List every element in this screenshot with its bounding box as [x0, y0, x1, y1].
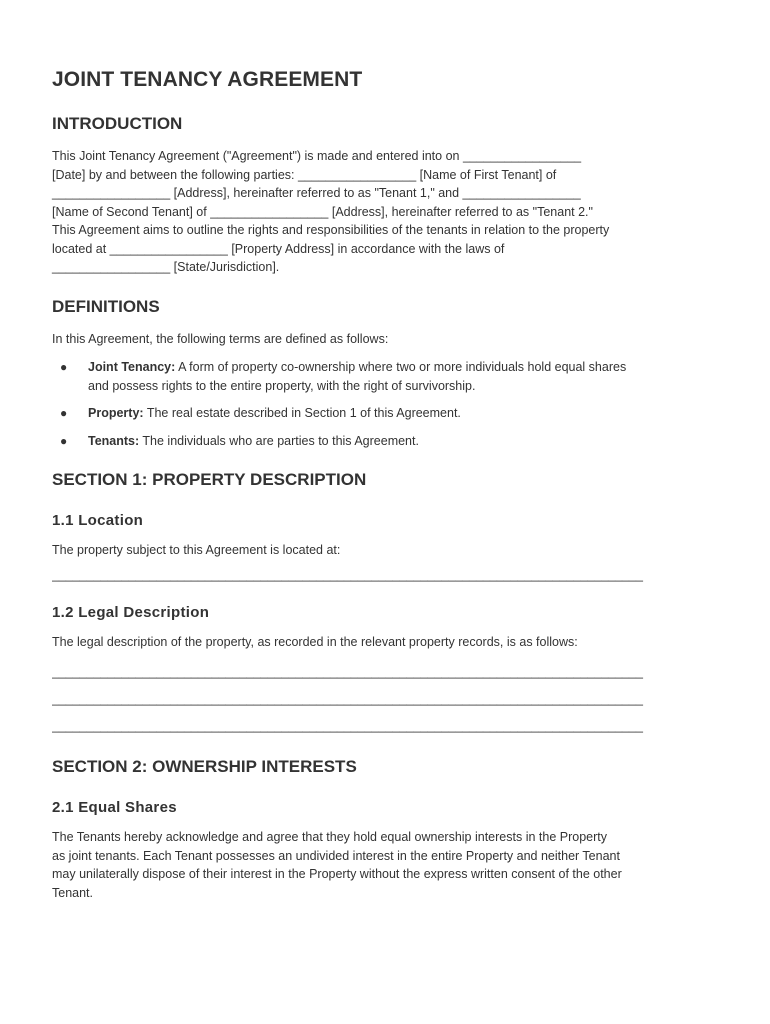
definition-item-property — [52, 404, 718, 423]
definition-text: and possess rights to the entire property, with the right of survivorship. — [88, 378, 476, 393]
introduction-line: [Date] by and between the following parties: _________________ [Name of First Tenant] of — [52, 167, 557, 182]
equal-shares-text — [52, 828, 718, 902]
location-text: The property subject to this Agreement is located at: — [52, 543, 341, 557]
equal-shares-line: The Tenants hereby acknowledge and agree that they hold equal ownership interests in the Property — [52, 830, 607, 844]
introduction-line: located at _________________ [Property Address] in accordance with the laws of — [52, 241, 505, 256]
introduction-text — [52, 147, 718, 277]
equal-shares-line: Tenant. — [52, 885, 94, 900]
section-1 — [52, 470, 718, 735]
definition-text: A form of property co-ownership where two or more individuals hold equal shares — [175, 360, 627, 374]
definition-item-tenants — [52, 432, 718, 451]
section-1-heading: SECTION 1: PROPERTY DESCRIPTION — [52, 470, 367, 489]
introduction-line: This Joint Tenancy Agreement ("Agreement") is made and entered into on _________________ — [52, 149, 582, 163]
legal-description-text: The legal description of the property, as recorded in the relevant property records, is as follows: — [52, 634, 578, 649]
introduction-line: _________________ [State/Jurisdiction]. — [52, 260, 280, 274]
definitions-list — [52, 358, 718, 450]
legal-description-heading: 1.2 Legal Description — [52, 603, 210, 621]
legal-description-blanks — [52, 663, 718, 735]
introduction-heading: INTRODUCTION — [52, 114, 183, 133]
location-blank-line: _____________________________________________________________________________________ — [52, 567, 643, 582]
bullet-icon: ● — [60, 360, 68, 374]
definitions-heading: DEFINITIONS — [52, 296, 160, 316]
equal-shares-heading: 2.1 Equal Shares — [52, 799, 177, 816]
definition-item-joint-tenancy — [52, 358, 718, 395]
introduction-line: [Name of Second Tenant] of _________________ [Address], hereinafter referred to as "Tenant 2." — [52, 204, 593, 219]
equal-shares-line: as joint tenants. Each Tenant possesses an undivided interest in the entire Property and neither Tenant — [52, 848, 620, 863]
definition-text: The real estate described in Section 1 of this Agreement. — [143, 406, 461, 420]
legal-blank-line: _____________________________________________________________________________________ — [52, 719, 643, 733]
section-2 — [52, 757, 718, 902]
location-heading: 1.1 Location — [52, 512, 144, 529]
introduction-section — [52, 114, 718, 277]
equal-shares-line: may unilaterally dispose of their interest in the Property without the express written consent of the other — [52, 867, 622, 881]
definition-term: Joint Tenancy: — [88, 360, 176, 374]
definition-text: The individuals who are parties to this Agreement. — [139, 433, 419, 448]
definition-term: Property: — [88, 406, 144, 420]
document-title: JOINT TENANCY AGREEMENT — [52, 68, 363, 91]
bullet-icon: ● — [60, 433, 68, 448]
definitions-intro: In this Agreement, the following terms are defined as follows: — [52, 331, 389, 346]
bullet-icon: ● — [60, 406, 68, 420]
definition-term: Tenants: — [88, 433, 140, 448]
definitions-section — [52, 297, 718, 451]
introduction-line: _________________ [Address], hereinafter referred to as "Tenant 1," and _________________ — [52, 186, 581, 200]
legal-blank-line: _____________________________________________________________________________________ — [52, 665, 643, 679]
legal-blank-line: _____________________________________________________________________________________ — [52, 692, 643, 706]
section-2-heading: SECTION 2: OWNERSHIP INTERESTS — [52, 757, 357, 776]
introduction-line: This Agreement aims to outline the rights and responsibilities of the tenants in relation to the property — [52, 223, 610, 237]
